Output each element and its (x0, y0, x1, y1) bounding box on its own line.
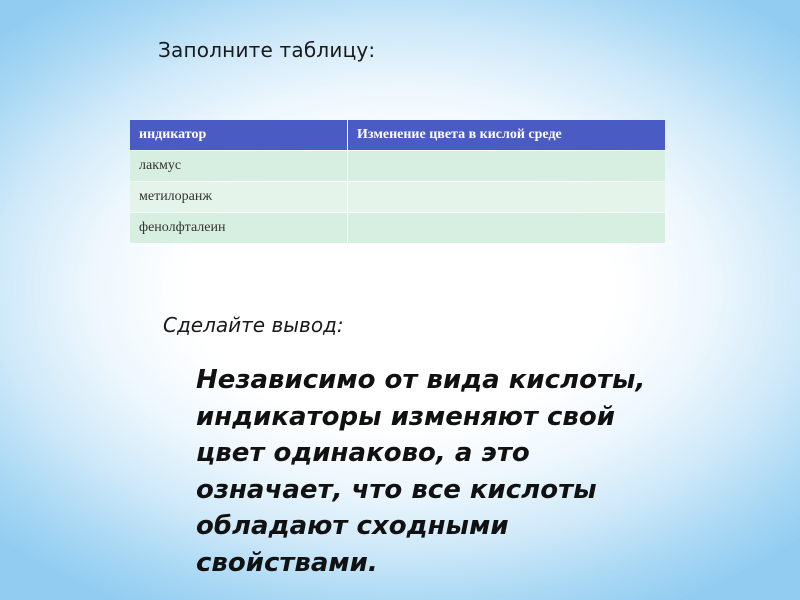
table-header-row (130, 120, 665, 150)
table-cell-indicator: фенолфталеин (130, 213, 347, 243)
table-cell-color-change[interactable] (348, 151, 665, 181)
table-row (130, 213, 665, 243)
table-row (130, 151, 665, 181)
conclusion-line: свойствами. (196, 547, 378, 578)
conclusion-prompt: Сделайте вывод: (163, 313, 344, 337)
conclusion-line: означает, что все кислоты (196, 474, 597, 505)
conclusion-line: обладают сходными (196, 511, 509, 541)
table-cell-indicator: метилоранж (130, 182, 347, 212)
conclusion-line: Независимо от вида кислоты, (196, 365, 646, 395)
conclusion-line: цвет одинаково, а это (196, 438, 530, 468)
table-cell-indicator: лакмус (130, 151, 347, 181)
header-cell-indicator: индикатор (130, 120, 347, 150)
table-cell-color-change[interactable] (348, 182, 665, 212)
table-cell-color-change[interactable] (348, 213, 665, 243)
indicator-table (130, 120, 665, 243)
conclusion-line: индикаторы изменяют свой (196, 401, 615, 432)
table-row (130, 182, 665, 212)
header-cell-color-change: Изменение цвета в кислой среде (348, 120, 665, 150)
page-title: Заполните таблицу: (158, 38, 376, 62)
conclusion-text (196, 362, 716, 581)
